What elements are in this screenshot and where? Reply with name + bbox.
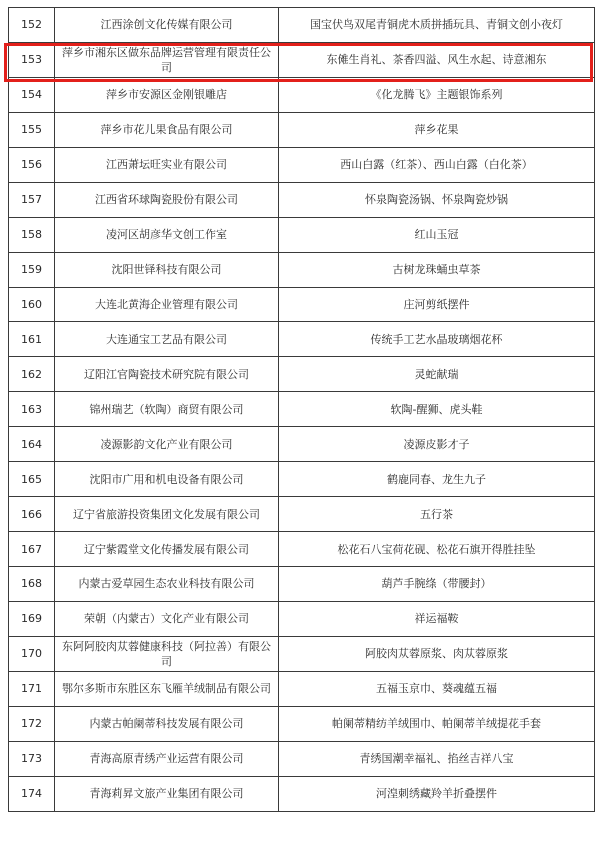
table-row bbox=[9, 497, 595, 532]
product-name-cell: 帕阑蒂精纺羊绒围巾、帕阑蒂羊绒提花手套 bbox=[279, 706, 595, 741]
table-row bbox=[9, 8, 595, 43]
product-name-cell: 软陶-醒狮、虎头鞋 bbox=[279, 392, 595, 427]
row-number-cell: 168 bbox=[9, 567, 55, 602]
table-row bbox=[9, 322, 595, 357]
table-row bbox=[9, 42, 595, 77]
company-name-cell: 大连通宝工艺品有限公司 bbox=[55, 322, 279, 357]
product-name-cell: 西山白露（红茶）、西山白露（白化茶） bbox=[279, 147, 595, 182]
company-name-cell: 萍乡市安源区金刚银雕店 bbox=[55, 77, 279, 112]
company-name-cell: 江西萧坛旺实业有限公司 bbox=[55, 147, 279, 182]
product-name-cell: 《化龙腾飞》主题银饰系列 bbox=[279, 77, 595, 112]
table-row bbox=[9, 636, 595, 671]
table-row bbox=[9, 462, 595, 497]
company-name-cell: 大连北黄海企业管理有限公司 bbox=[55, 287, 279, 322]
company-name-cell: 内蒙古爱草园生态农业科技有限公司 bbox=[55, 567, 279, 602]
row-number-cell: 161 bbox=[9, 322, 55, 357]
product-name-cell: 松花石八宝荷花砚、松花石旗开得胜挂坠 bbox=[279, 532, 595, 567]
row-number-cell: 172 bbox=[9, 706, 55, 741]
product-name-cell: 庄河剪纸摆件 bbox=[279, 287, 595, 322]
company-name-cell: 辽阳江官陶瓷技术研究院有限公司 bbox=[55, 357, 279, 392]
product-name-cell: 东傩生肖礼、茶香四溢、风生水起、诗意湘东 bbox=[279, 42, 595, 77]
row-number-cell: 169 bbox=[9, 601, 55, 636]
row-number-cell: 154 bbox=[9, 77, 55, 112]
row-number-cell: 170 bbox=[9, 636, 55, 671]
table-row bbox=[9, 706, 595, 741]
company-name-cell: 凌河区胡彦华文创工作室 bbox=[55, 217, 279, 252]
row-number-cell: 165 bbox=[9, 462, 55, 497]
table-row bbox=[9, 601, 595, 636]
product-name-cell: 葫芦手腕绦（带腰封） bbox=[279, 567, 595, 602]
company-name-cell: 锦州瑞艺（软陶）商贸有限公司 bbox=[55, 392, 279, 427]
company-name-cell: 青海莉昇文旅产业集团有限公司 bbox=[55, 776, 279, 811]
table-body bbox=[9, 8, 595, 812]
table-row bbox=[9, 532, 595, 567]
row-number-cell: 159 bbox=[9, 252, 55, 287]
row-number-cell: 174 bbox=[9, 776, 55, 811]
row-number-cell: 155 bbox=[9, 112, 55, 147]
row-number-cell: 152 bbox=[9, 8, 55, 43]
table-row bbox=[9, 776, 595, 811]
company-name-cell: 沈阳世铎科技有限公司 bbox=[55, 252, 279, 287]
row-number-cell: 173 bbox=[9, 741, 55, 776]
table-row bbox=[9, 287, 595, 322]
company-name-cell: 江西省环球陶瓷股份有限公司 bbox=[55, 182, 279, 217]
product-name-cell: 灵蛇献瑞 bbox=[279, 357, 595, 392]
product-name-cell: 祥运福鞍 bbox=[279, 601, 595, 636]
row-number-cell: 156 bbox=[9, 147, 55, 182]
table-row bbox=[9, 567, 595, 602]
product-name-cell: 古树龙珠蛹虫草茶 bbox=[279, 252, 595, 287]
table-row bbox=[9, 357, 595, 392]
company-name-cell: 凌源影韵文化产业有限公司 bbox=[55, 427, 279, 462]
table-row bbox=[9, 741, 595, 776]
table-row bbox=[9, 217, 595, 252]
table-row bbox=[9, 671, 595, 706]
row-number-cell: 153 bbox=[9, 42, 55, 77]
company-name-cell: 辽宁省旅游投资集团文化发展有限公司 bbox=[55, 497, 279, 532]
company-name-cell: 青海高原青绣产业运营有限公司 bbox=[55, 741, 279, 776]
company-name-cell: 内蒙古帕阑蒂科技发展有限公司 bbox=[55, 706, 279, 741]
table-row bbox=[9, 182, 595, 217]
row-number-cell: 163 bbox=[9, 392, 55, 427]
company-name-cell: 萍乡市湘东区做东品牌运营管理有限责任公司 bbox=[55, 42, 279, 77]
company-name-cell: 辽宁紫霞堂文化传播发展有限公司 bbox=[55, 532, 279, 567]
company-name-cell: 萍乡市花儿果食品有限公司 bbox=[55, 112, 279, 147]
row-number-cell: 162 bbox=[9, 357, 55, 392]
product-name-cell: 河湟刺绣藏羚羊折叠摆件 bbox=[279, 776, 595, 811]
table-row bbox=[9, 77, 595, 112]
product-name-cell: 怀泉陶瓷汤锅、怀泉陶瓷炒锅 bbox=[279, 182, 595, 217]
company-product-table bbox=[8, 7, 595, 812]
product-name-cell: 凌源皮影才子 bbox=[279, 427, 595, 462]
product-name-cell: 阿胶肉苁蓉原浆、肉苁蓉原浆 bbox=[279, 636, 595, 671]
product-name-cell: 萍乡花果 bbox=[279, 112, 595, 147]
table-row bbox=[9, 112, 595, 147]
row-number-cell: 158 bbox=[9, 217, 55, 252]
company-name-cell: 东阿阿胶肉苁蓉健康科技（阿拉善）有限公司 bbox=[55, 636, 279, 671]
product-name-cell: 青绣国潮幸福礼、掐丝吉祥八宝 bbox=[279, 741, 595, 776]
row-number-cell: 157 bbox=[9, 182, 55, 217]
company-name-cell: 沈阳市广用和机电设备有限公司 bbox=[55, 462, 279, 497]
product-name-cell: 鹤鹿同春、龙生九子 bbox=[279, 462, 595, 497]
product-name-cell: 红山玉冠 bbox=[279, 217, 595, 252]
product-name-cell: 国宝伏鸟双尾青铜虎木质拼插玩具、青铜文创小夜灯 bbox=[279, 8, 595, 43]
row-number-cell: 160 bbox=[9, 287, 55, 322]
row-number-cell: 166 bbox=[9, 497, 55, 532]
company-name-cell: 鄂尔多斯市东胜区东飞雁羊绒制品有限公司 bbox=[55, 671, 279, 706]
table-row bbox=[9, 252, 595, 287]
table-row bbox=[9, 427, 595, 462]
row-number-cell: 171 bbox=[9, 671, 55, 706]
table-row bbox=[9, 147, 595, 182]
row-number-cell: 164 bbox=[9, 427, 55, 462]
company-name-cell: 江西涂创文化传媒有限公司 bbox=[55, 8, 279, 43]
company-name-cell: 荣朝（内蒙古）文化产业有限公司 bbox=[55, 601, 279, 636]
product-name-cell: 传统手工艺水晶玻璃烟花杯 bbox=[279, 322, 595, 357]
product-name-cell: 五福玉京巾、葵魂蕴五福 bbox=[279, 671, 595, 706]
product-name-cell: 五行茶 bbox=[279, 497, 595, 532]
table-row bbox=[9, 392, 595, 427]
row-number-cell: 167 bbox=[9, 532, 55, 567]
